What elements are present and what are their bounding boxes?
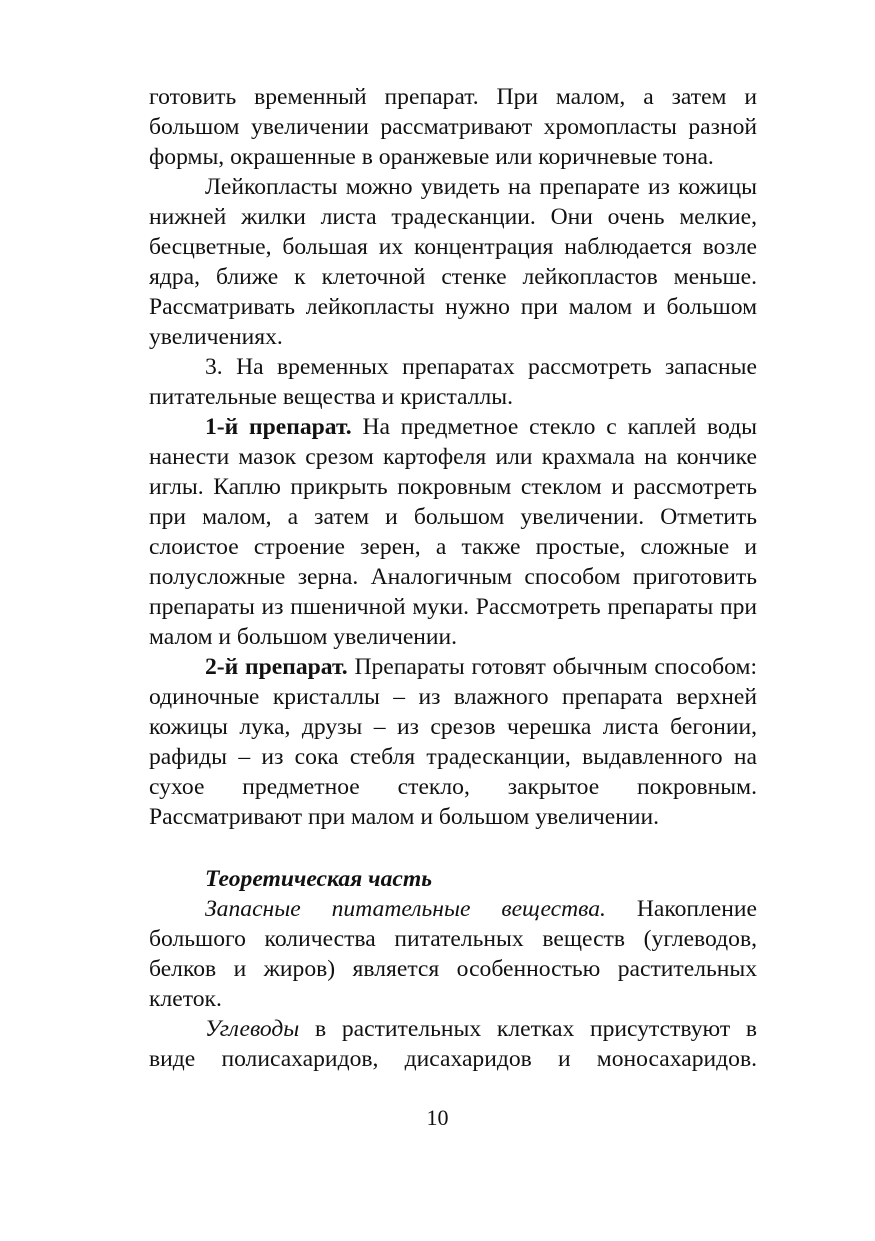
section-heading: Теоретическая часть bbox=[205, 866, 432, 892]
paragraph-preparation-2 bbox=[149, 652, 757, 832]
preparation-1-label: 1-й препарат. bbox=[205, 414, 352, 440]
paragraph-preparation-1 bbox=[149, 412, 757, 652]
preparation-2-text: Препараты готовят обычным способом: одиночные кристаллы – из влажного препарата верхней кожицы лука, друзы – из срезов черешка листа бегонии, рафиды – из сока стебля традесканции, выдавленного на сухое предметное стекло, закрытое покровным. Рассматривают при малом и большом увеличении. bbox=[149, 654, 757, 830]
reserve-nutrients-text: Накопление большого количества питательных веществ (углеводов, белков и жиров) является особенностью растительных клеток. bbox=[149, 896, 757, 1012]
carbohydrates-text: в растительных клетках присутствуют в виде полисахаридов, дисахаридов и моносахаридов. bbox=[149, 1016, 757, 1072]
page-number: 10 bbox=[426, 1105, 449, 1130]
reserve-nutrients-term: Запасные питательные вещества. bbox=[205, 896, 606, 922]
paragraph-task-3: 3. На временных препаратах рассмотреть запасные питательные вещества и кристаллы. bbox=[149, 354, 757, 410]
paragraph-reserve-nutrients bbox=[149, 894, 757, 1014]
paragraph-chromoplasts: готовить временный препарат. При малом, а затем и большом увеличении рассматривают хромопласты разной формы, окрашенные в оранжевые или коричневые тона. bbox=[149, 84, 757, 170]
preparation-1-text: На предметное стекло с каплей воды нанести мазок срезом картофеля или крахмала на кончике иглы. Каплю прикрыть покровным стеклом и рассмотреть при малом, а затем и большом увеличении. Отметить слоистое строение зерен, а также простые, сложные и полусложные зерна. Аналогичным способом приготовить препараты из пшеничной муки. Рассмотреть препараты при малом и большом увеличении. bbox=[149, 414, 757, 650]
preparation-2-label: 2-й препарат. bbox=[205, 654, 348, 680]
paragraph-carbohydrates bbox=[149, 1014, 757, 1074]
paragraph-leucoplasts: Лейкопласты можно увидеть на препарате из кожицы нижней жилки листа традесканции. Они очень мелкие, бесцветные, большая их концентрация наблюдается возле ядра, ближе к клеточной стенке лейкопластов меньше. Рассматривать лейкопласты нужно при малом и большом увеличениях. bbox=[149, 174, 757, 350]
carbohydrates-term: Углеводы bbox=[205, 1016, 300, 1042]
body-text bbox=[149, 82, 757, 1074]
